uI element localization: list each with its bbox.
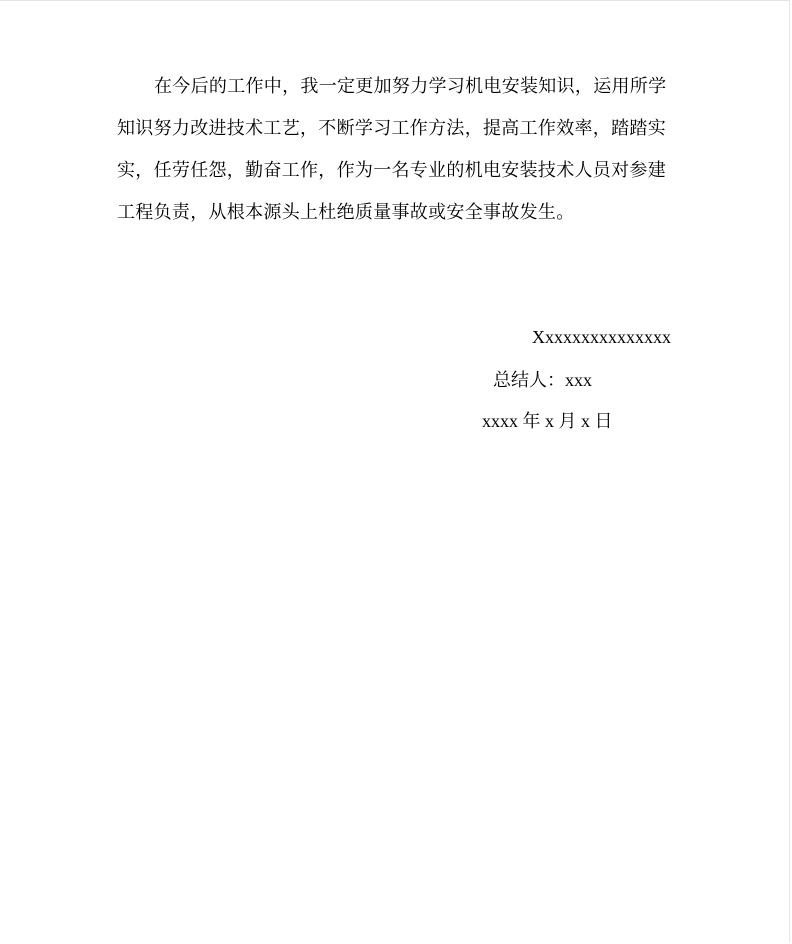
- signature-organization: Xxxxxxxxxxxxxxx: [532, 327, 671, 347]
- paragraph-line-2: 知识努力改进技术工艺，不断学习工作方法，提高工作效率，踏踏实: [117, 118, 666, 139]
- paragraph-line-3: 实，任劳任怨，勤奋工作，作为一名专业的机电安装技术人员对参建: [117, 160, 666, 181]
- paragraph-line-1: 在今后的工作中，我一定更加努力学习机电安装知识，运用所学: [154, 76, 667, 97]
- paragraph-line-4: 工程负责，从根本源头上杜绝质量事故或安全事故发生。: [117, 202, 575, 223]
- signature-date: xxxx 年 x 月 x 日: [482, 411, 613, 431]
- signature-author: 总结人：xxx: [493, 370, 592, 390]
- closing-paragraph: [117, 71, 677, 239]
